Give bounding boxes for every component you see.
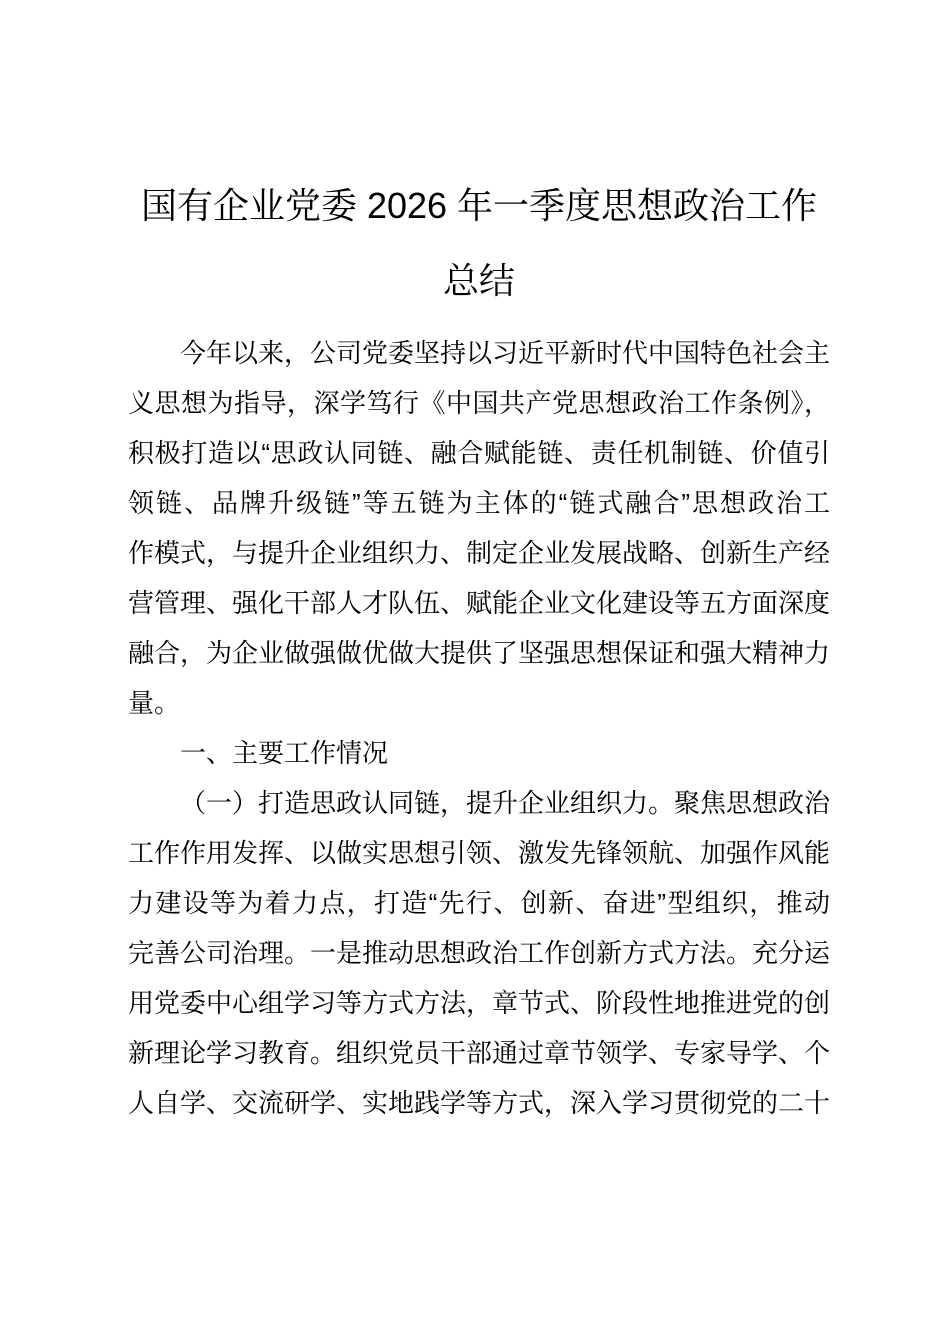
document-line: （一）打造思政认同链，提升企业组织力。聚焦思想政治 xyxy=(180,788,831,818)
document-body xyxy=(128,328,830,1128)
document-line: 用党委中心组学习等方式方法，章节式、阶段性地推进党的创 xyxy=(128,988,831,1018)
document-line: 今年以来，公司党委坚持以习近平新时代中国特色社会主 xyxy=(180,338,831,368)
document-line: 量。 xyxy=(128,688,181,718)
document-title-line-1: 国有企业党委 2026 年一季度思想政治工作 xyxy=(140,185,818,226)
document-line: 力建设等为着力点，打造“先行、创新、奋进”型组织，推动 xyxy=(128,888,830,918)
document-title xyxy=(128,0,830,318)
document-line: 营管理、强化干部人才队伍、赋能企业文化建设等五方面深度 xyxy=(128,588,831,618)
document-line: 融合，为企业做强做优做大提供了坚强思想保证和强大精神力 xyxy=(128,638,831,668)
document-line: 完善公司治理。一是推动思想政治工作创新方式方法。充分运 xyxy=(128,938,831,968)
document-line: 积极打造以“思政认同链、融合赋能链、责任机制链、价值引 xyxy=(128,438,830,468)
document-content xyxy=(128,0,830,1128)
document-line: 新理论学习教育。组织党员干部通过章节领学、专家导学、个 xyxy=(128,1038,831,1068)
document-line: 作模式，与提升企业组织力、制定企业发展战略、创新生产经 xyxy=(128,538,831,568)
document-line: 工作作用发挥、以做实思想引领、激发先锋领航、加强作风能 xyxy=(128,838,831,868)
document-line: 领链、品牌升级链”等五链为主体的“链式融合”思想政治工 xyxy=(128,488,830,518)
document-line: 人自学、交流研学、实地践学等方式，深入学习贯彻党的二十 xyxy=(128,1088,831,1118)
document-line: 义思想为指导，深学笃行《中国共产党思想政治工作条例》， xyxy=(128,388,830,418)
document-title-line-2: 总结 xyxy=(442,260,515,301)
section-heading: 一、主要工作情况 xyxy=(180,738,389,768)
